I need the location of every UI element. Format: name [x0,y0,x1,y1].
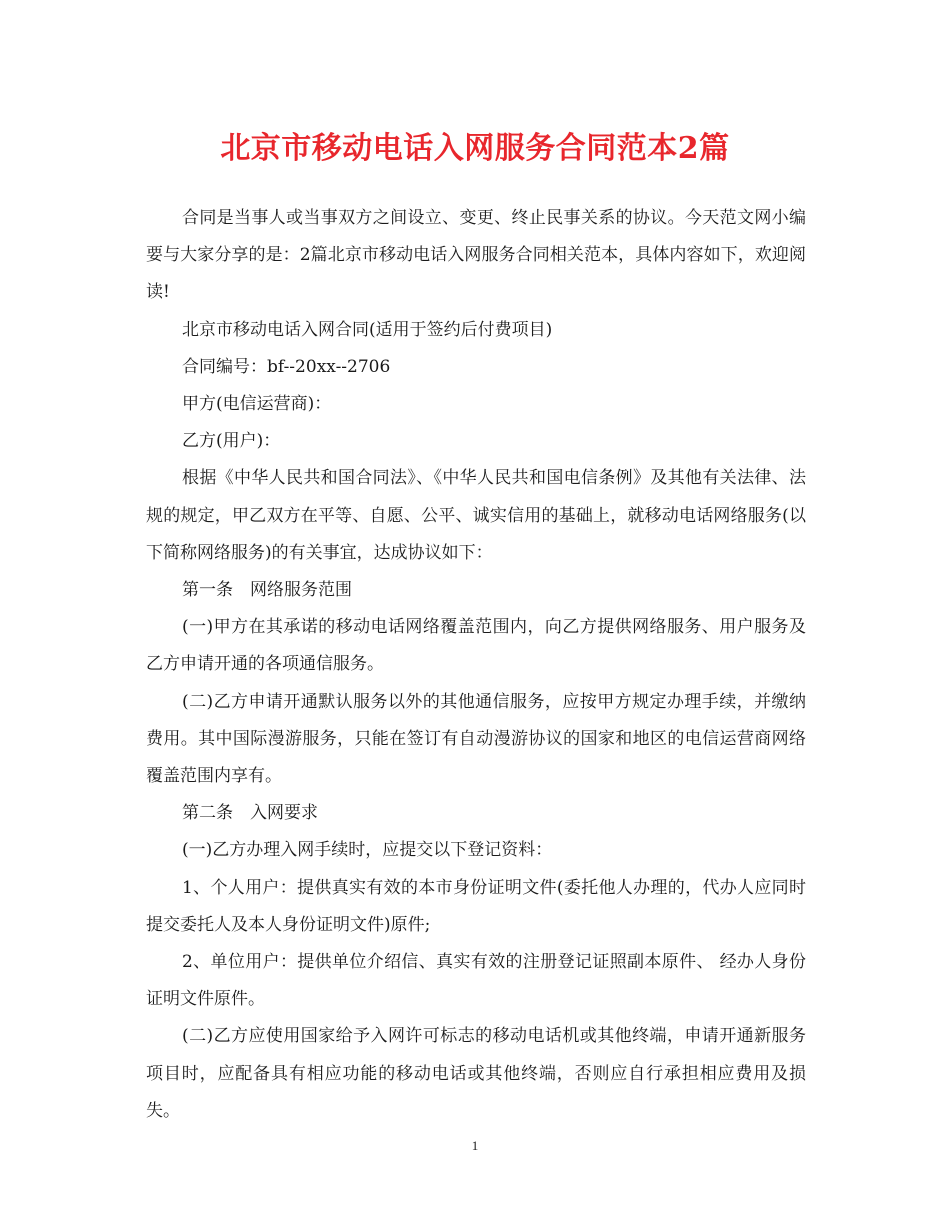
paragraph-contract-number: 合同编号：bf--20xx--2706 [182,356,391,377]
document-title: 北京市移动电话入网服务合同范本2篇 [220,131,730,166]
paragraph-party-b: 乙方(用户)： [182,431,281,452]
article-2-item-2: 2、单位用户：提供单位介绍信、真实有效的注册登记证照副本原件、 经办人身份证明文件原件。 [146,952,806,1010]
document-body [146,200,806,1130]
article-1-heading: 第一条 网络服务范围 [182,580,352,601]
article-1-clause-2: (二)乙方申请开通默认服务以外的其他通信服务，应按甲方规定办理手续，并缴纳费用。其中国际漫游服务，只能在签订有自动漫游协议的国家和地区的电信运营商网络覆盖范围内享有。 [146,691,806,787]
article-2-clause-1: (一)乙方办理入网手续时，应提交以下登记资料： [182,840,553,861]
article-2-heading: 第二条 入网要求 [182,803,318,824]
paragraph-intro: 合同是当事人或当事双方之间设立、变更、终止民事关系的协议。今天范文网小编要与大家分享的是：2篇北京市移动电话入网服务合同相关范本，具体内容如下，欢迎阅读! [146,208,806,303]
page-number: 1 [471,1138,479,1153]
article-2-clause-2: (二)乙方应使用国家给予入网许可标志的移动电话机或其他终端，申请开通新服务项目时，应配备具有相应功能的移动电话或其他终端，否则应自行承担相应费用及损失。 [146,1026,806,1121]
article-2-item-1: 1、个人用户：提供真实有效的本市身份证明文件(委托他人办理的，代办人应同时提交委托人及本人身份证明文件)原件; [146,877,806,935]
paragraph-party-a: 甲方(电信运营商)： [182,394,332,415]
article-1-clause-1: (一)甲方在其承诺的移动电话网络覆盖范围内，向乙方提供网络服务、用户服务及乙方申请开通的各项通信服务。 [146,617,806,675]
paragraph-legal-basis: 根据《中华人民共和国合同法》、《中华人民共和国电信条例》及其他有关法律、法规的规定，甲乙双方在平等、自愿、公平、诚实信用的基础上，就移动电话网络服务(以下简称网络服务)的有关事宜，达成协议如下： [146,468,806,563]
paragraph-contract-name: 北京市移动电话入网合同(适用于签约后付费项目) [182,319,553,340]
